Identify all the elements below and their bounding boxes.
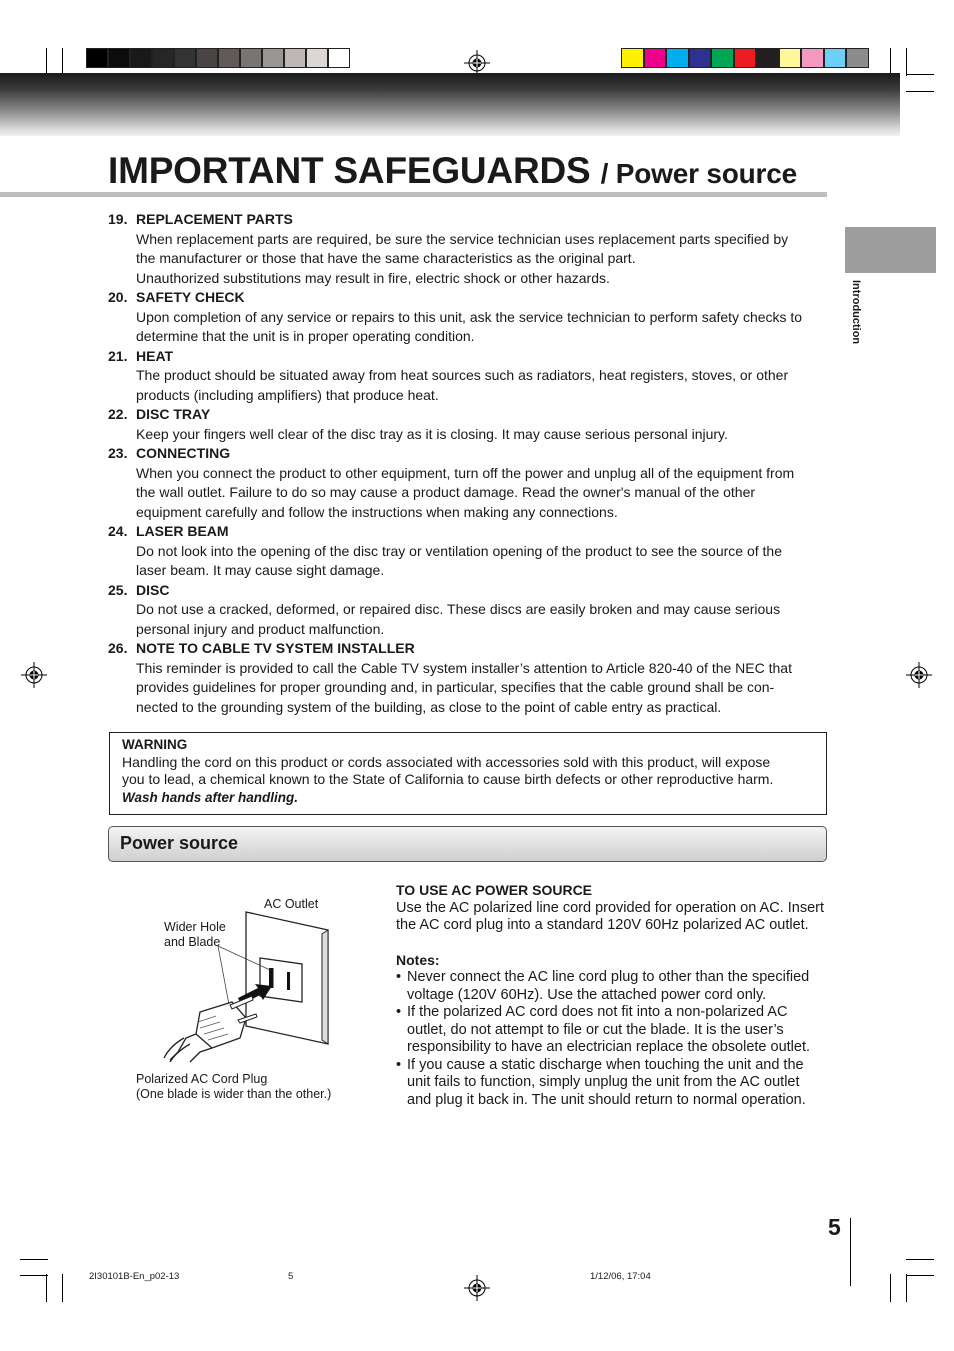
safeguard-item-number: 24.: [108, 523, 128, 539]
safeguard-item-number: 21.: [108, 347, 128, 364]
section-side-label: Introduction: [850, 280, 862, 345]
footer-page: 5: [288, 1271, 294, 1282]
safeguard-item-text: Unauthorized substitutions may result in fire, electric shock or other hazards.: [136, 269, 610, 286]
safeguard-item-text: The product should be situated away from heat sources such as radiators, heat registers, stoves, or other: [136, 367, 789, 383]
safeguard-item-heading: [108, 581, 828, 601]
safeguard-item-number: 22.: [108, 406, 128, 422]
safeguard-item-title: HEAT: [136, 347, 174, 364]
safeguard-item-text: nected to the grounding system of the building, as close to the point of cable entry as practical.: [136, 698, 722, 715]
grayscale-swatch: [306, 48, 328, 68]
page-number-rule: [850, 1218, 851, 1286]
safeguard-item-heading: [108, 210, 828, 230]
note-item: [396, 1056, 828, 1110]
plug-caption: [136, 1072, 331, 1102]
process-color-swatch: [779, 48, 802, 68]
grayscale-swatch: [218, 48, 240, 68]
footer-file-name: 2I30101B-En_p02-13: [89, 1271, 180, 1282]
grayscale-swatch: [328, 48, 350, 68]
safeguard-item: [108, 639, 828, 717]
safeguard-item-text: Do not look into the opening of the disc tray or ventilation opening of the product to see the source of the: [136, 542, 782, 559]
bullet-icon: •: [396, 969, 402, 985]
safeguard-item-number: 20.: [108, 289, 128, 305]
process-color-swatch: [666, 48, 689, 68]
process-color-swatch: [689, 48, 712, 68]
footer-date: 1/12/06, 17:04: [590, 1271, 651, 1282]
grayscale-swatch: [196, 48, 218, 68]
warning-heading: WARNING: [122, 737, 188, 752]
registration-mark-icon: [464, 1275, 490, 1301]
ac-plug-illustration-icon: [160, 910, 335, 1065]
safeguard-item-title: SAFETY CHECK: [136, 289, 245, 305]
header-gradient-band: [0, 73, 900, 136]
plug-caption-line: Polarized AC Cord Plug: [136, 1072, 268, 1086]
safeguard-item: [108, 522, 828, 581]
grayscale-swatch: [86, 48, 108, 68]
safeguard-item-text: Upon completion of any service or repairs to this unit, ask the service technician to perform safety checks to: [136, 308, 803, 325]
page-title: [108, 150, 797, 192]
safeguard-list: [108, 210, 828, 717]
safeguard-item-text: determine that the unit is in proper operating condition.: [136, 328, 475, 344]
notes-heading: Notes:: [396, 951, 440, 968]
ac-power-intro-line: the AC cord plug into a standard 120V 60Hz polarized AC outlet.: [396, 917, 809, 933]
wider-hole-label-line: and Blade: [164, 935, 221, 949]
crop-mark: [906, 1275, 934, 1276]
safeguard-item-text: This reminder is provided to call the Cable TV system installer’s attention to Article 820-40 of the NEC that: [136, 659, 792, 676]
crop-mark: [906, 74, 934, 75]
safeguard-item-number: 23.: [108, 445, 128, 461]
ac-outlet-label: AC Outlet: [264, 897, 319, 911]
safeguard-item-text: the wall outlet. Failure to do so may cause a product damage. Read the owner's manual of the other: [136, 484, 756, 500]
crop-mark: [46, 1274, 47, 1302]
note-item: [396, 969, 828, 1004]
crop-mark: [20, 1259, 48, 1260]
process-color-swatch: [711, 48, 734, 68]
note-line: If the polarized AC cord does not fit into a non-polarized AC: [407, 1004, 788, 1020]
safeguard-item-heading: [108, 639, 828, 659]
ac-power-intro-line: Use the AC polarized line cord provided for operation on AC. Insert: [396, 899, 824, 916]
safeguard-item: [108, 210, 828, 288]
note-line: If you cause a static discharge when touching the unit and the: [407, 1056, 804, 1073]
safeguard-item-heading: [108, 522, 828, 542]
plug-caption-line: (One blade is wider than the other.): [136, 1087, 332, 1101]
crop-mark: [890, 1274, 891, 1302]
crop-mark: [62, 48, 63, 76]
grayscale-swatch: [240, 48, 262, 68]
safeguard-item-title: REPLACEMENT PARTS: [136, 211, 293, 227]
safeguard-item-title: CONNECTING: [136, 445, 231, 461]
safeguard-item-text: When you connect the product to other equipment, turn off the power and unplug all of the equipment from: [136, 464, 795, 481]
registration-mark-icon: [21, 662, 47, 688]
safeguard-item-heading: [108, 288, 828, 308]
safeguard-item-heading: [108, 444, 828, 464]
safeguard-item: [108, 444, 828, 522]
safeguard-item-title: DISC TRAY: [136, 406, 211, 422]
safeguard-item: [108, 288, 828, 347]
crop-mark: [906, 48, 907, 76]
safeguard-item: [108, 405, 828, 444]
process-color-swatch: [801, 48, 824, 68]
process-color-swatch: [756, 48, 779, 68]
safeguard-item: [108, 581, 828, 640]
safeguard-item-heading: [108, 347, 828, 367]
power-source-section-header: [108, 826, 827, 862]
safeguard-item-text: personal injury and product malfunction.: [136, 620, 385, 637]
ac-power-heading: TO USE AC POWER SOURCE: [396, 882, 593, 898]
section-side-tab: [845, 227, 936, 273]
safeguard-item-title: NOTE TO CABLE TV SYSTEM INSTALLER: [136, 640, 415, 656]
crop-mark: [906, 1274, 907, 1302]
crop-mark: [906, 91, 934, 92]
safeguard-item-text: equipment carefully and follow the instructions when making any connections.: [136, 503, 618, 520]
bullet-icon: •: [396, 1004, 402, 1020]
safeguard-item-number: 26.: [108, 640, 128, 656]
note-line: responsibility to have an electrician replace the obsolete outlet.: [407, 1039, 811, 1055]
note-item: [396, 1004, 828, 1057]
page-title-main: IMPORTANT SAFEGUARDS: [108, 150, 591, 191]
grayscale-swatch: [130, 48, 152, 68]
safeguard-item-number: 25.: [108, 581, 128, 598]
safeguard-item-text: laser beam. It may cause sight damage.: [136, 562, 385, 578]
safeguard-item-number: 19.: [108, 211, 128, 227]
warning-line: Handling the cord on this product or cords associated with accessories sold with this product, will expose: [122, 753, 771, 770]
grayscale-swatch: [152, 48, 174, 68]
safeguard-item-text: provides guidelines for proper grounding and, in particular, specifies that the cable ground shall be con-: [136, 679, 775, 695]
bullet-icon: •: [396, 1056, 402, 1073]
page-title-sub: / Power source: [600, 158, 797, 189]
safeguard-item-text: Keep your fingers well clear of the disc tray as it is closing. It may cause serious personal injury.: [136, 425, 728, 442]
grayscale-swatch: [174, 48, 196, 68]
wider-hole-label-line: Wider Hole: [164, 920, 226, 934]
note-line: outlet, do not attempt to file or cut the blade. It is the user’s: [407, 1021, 784, 1038]
ac-power-instructions: [396, 882, 828, 1109]
process-color-swatch: [734, 48, 757, 68]
warning-emphasis: Wash hands after handling.: [122, 789, 299, 805]
crop-mark: [62, 1274, 63, 1302]
note-line: voltage (120V 60Hz). Use the attached power cord only.: [407, 986, 767, 1003]
process-color-swatch: [644, 48, 667, 68]
safeguard-item-title: DISC: [136, 581, 170, 598]
grayscale-swatch: [284, 48, 306, 68]
page-number: 5: [828, 1214, 841, 1240]
note-line: Never connect the AC line cord plug to other than the specified: [407, 969, 810, 985]
safeguard-item-text: Do not use a cracked, deformed, or repaired disc. These discs are easily broken and may cause serious: [136, 601, 781, 617]
safeguard-item: [108, 347, 828, 406]
warning-box: [109, 732, 827, 815]
warning-line: you to lead, a chemical known to the State of California to cause birth defects or other reproductive harm.: [122, 771, 774, 787]
process-color-swatch: [824, 48, 847, 68]
process-color-swatch: [621, 48, 644, 68]
power-source-section-title: Power source: [120, 833, 239, 853]
notes-list: [396, 969, 828, 1109]
grayscale-swatch: [108, 48, 130, 68]
safeguard-item-text: the manufacturer or those that have the same characteristics as the original part.: [136, 250, 636, 266]
crop-mark: [20, 1275, 48, 1276]
grayscale-swatch: [262, 48, 284, 68]
crop-mark: [46, 48, 47, 76]
crop-mark: [906, 1259, 934, 1260]
registration-mark-icon: [906, 662, 932, 688]
safeguard-item-heading: [108, 405, 828, 425]
process-color-swatch: [846, 48, 869, 68]
note-line: and plug it back in. The unit should return to normal operation.: [407, 1091, 806, 1108]
title-underline: [0, 192, 827, 197]
safeguard-item-text: products (including amplifiers) that produce heat.: [136, 386, 439, 403]
safeguard-item-title: LASER BEAM: [136, 523, 229, 539]
crop-mark: [890, 48, 891, 76]
safeguard-item-text: When replacement parts are required, be sure the service technician uses replacement parts specified by: [136, 230, 789, 247]
note-line: unit fails to function, simply unplug the unit from the AC outlet: [407, 1074, 800, 1090]
